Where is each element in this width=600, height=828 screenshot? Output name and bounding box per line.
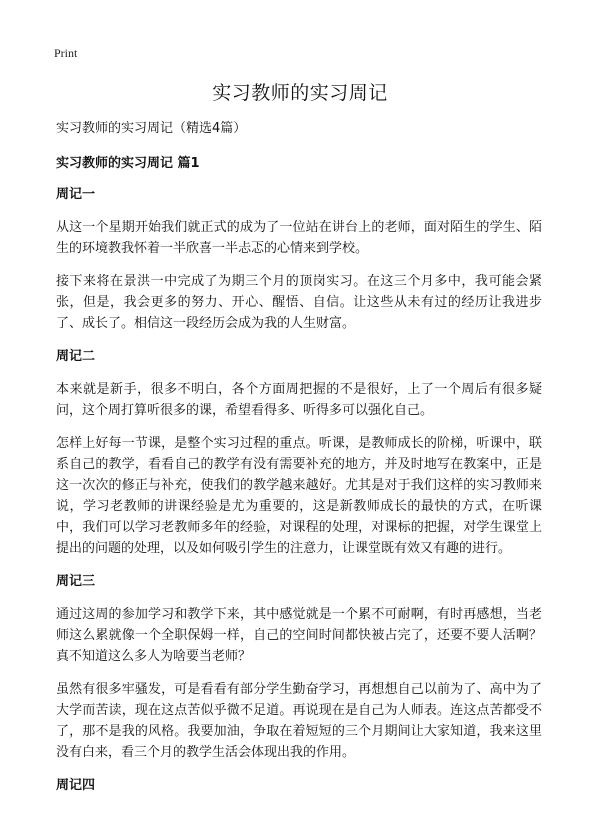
print-link[interactable]: Print (54, 46, 78, 60)
section-heading: 周记一 (56, 187, 96, 202)
paragraph: 本来就是新手，很多不明白，各个方面周把握的不是很好，上了一个周后有很多疑问，这个周打算听很多的课，希望看得多、听得多可以强化自己。 (56, 382, 542, 418)
section-2 (56, 346, 542, 559)
section-1 (56, 184, 542, 334)
paragraph: 从这一个星期开始我们就正式的成为了一位站在讲台上的老师，面对陌生的学生、陌生的环境教我怀着一半欣喜一半忐忑的心情来到学校。 (56, 220, 542, 256)
paragraph: 虽然有很多牢骚发，可是看看有部分学生勤奋学习，再想想自己以前为了、高中为了大学而苦读，现在这点苦似乎微不足道。再说现在是自己为人师表。连这点苦都受不了，那不是我的风格。我要加油，争取在着短短的三个月期间让大家知道，我来这里没有白来，看三个月的教学生活会体现出我的作用。 (56, 682, 542, 760)
document-title: 实习教师的实习周记 (212, 82, 388, 104)
document-subtitle: 实习教师的实习周记（精选4篇） (56, 121, 247, 136)
section-heading: 周记二 (56, 349, 96, 364)
section-3 (56, 571, 542, 763)
paragraph: 怎样上好每一节课，是整个实习过程的重点。听课，是教师成长的阶梯，听课中，联系自己的教学，看看自己的教学有没有需要补充的地方，并及时地写在教案中，正是这一次次的修正与补充，使我们的教学越来越好。尤其是对于我们这样的实习教师来说，学习老教师的讲课经验是尤为重要的，这是新教师成长的最快的方式，在听课中，我们可以学习老教师多年的经验，对课程的处理，对课标的把握，对学生课堂上提出的问题的处理，以及如何吸引学生的注意力，让课堂既有效又有趣的进行。 (56, 436, 542, 556)
document-body (56, 118, 542, 808)
section-heading: 周记三 (56, 574, 96, 589)
part-heading: 实习教师的实习周记 篇1 (56, 156, 200, 171)
section-4 (56, 775, 542, 796)
paragraph: 接下来将在景洪一中完成了为期三个月的顶岗实习。在这三个月多中，我可能会紧张，但是，我会更多的努力、开心、醒悟、自信。让这些从未有过的经历让我进步了、成长了。相信这一段经历会成为我的人生财富。 (56, 274, 542, 331)
paragraph: 通过这周的参加学习和教学下来，其中感觉就是一个累不可耐啊，有时再感想，当老师这么累就像一个全职保姆一样，自己的空间时间都快被占完了，还要不要人活啊？真不知道这么多人为啥要当老师？ (56, 607, 542, 664)
section-heading: 周记四 (56, 778, 96, 793)
